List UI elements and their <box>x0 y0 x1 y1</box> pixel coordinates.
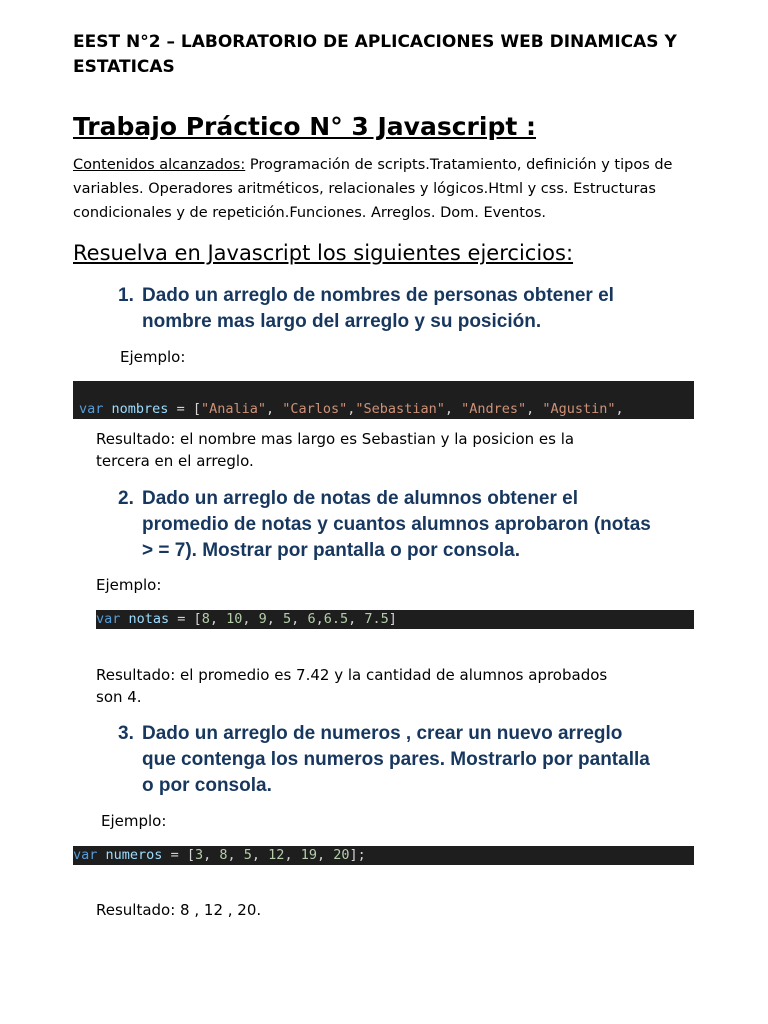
exercise-2-result-line-2: son 4. <box>96 688 142 706</box>
exercise-3-number: 3. <box>118 723 134 744</box>
header-line-1: EEST N°2 – LABORATORIO DE APLICACIONES WEB DINAMICAS Y <box>73 32 677 52</box>
header-line-2: ESTATICAS <box>73 57 175 77</box>
code-string: "Agustin" <box>542 401 616 417</box>
code-number: 9 <box>258 611 267 627</box>
code-keyword: var <box>96 611 121 627</box>
code-identifier: nombres <box>111 401 169 417</box>
code-number: 5 <box>243 847 252 863</box>
code-number: 5 <box>283 611 292 627</box>
exercise-2-example-label: Ejemplo: <box>96 576 162 594</box>
exercise-3-code-block: var numeros = [3, 8, 5, 12, 19, 20]; <box>73 846 694 865</box>
code-string: "Andres" <box>461 401 527 417</box>
exercise-2-code-block: var notas = [8, 10, 9, 5, 6,6.5, 7.5] <box>96 610 694 629</box>
exercise-2-number: 2. <box>118 488 134 509</box>
exercise-3-title-line-2: que contenga los numeros pares. Mostrarlo por pantalla <box>142 749 650 770</box>
exercise-2-result <box>96 664 706 708</box>
exercise-2-title-line-3: > = 7). Mostrar por pantalla o por consola. <box>142 540 520 561</box>
page-title: Trabajo Práctico N° 3 Javascript : <box>73 112 536 141</box>
code-number: 8 <box>201 611 210 627</box>
code-number: 3 <box>194 847 204 863</box>
code-end: ]; <box>349 847 366 863</box>
code-number: 6 <box>307 611 316 627</box>
code-string: "Carlos" <box>282 401 348 417</box>
exercise-1-title-line-2: nombre mas largo del arreglo y su posición. <box>142 311 542 332</box>
document-header <box>73 30 713 80</box>
code-keyword: var <box>79 401 104 417</box>
exercise-2-title <box>118 486 702 564</box>
exercise-2-result-line-1: Resultado: el promedio es 7.42 y la cantidad de alumnos aprobados <box>96 666 608 684</box>
exercise-3-title-line-3: o por consola. <box>142 775 272 796</box>
contents-line-3: condicionales y de repetición.Funciones. Arreglos. Dom. Eventos. <box>73 205 547 221</box>
code-identifier: numeros <box>105 847 163 863</box>
code-end: ] <box>388 611 397 627</box>
contents-label: Contenidos alcanzados: <box>73 157 246 173</box>
code-number: 8 <box>219 847 228 863</box>
exercise-1-result <box>96 428 706 472</box>
exercise-3-example-label: Ejemplo: <box>101 812 167 830</box>
exercise-1-example-label: Ejemplo: <box>120 348 186 366</box>
code-identifier: notas <box>128 611 170 627</box>
exercise-1-title-line-1: Dado un arreglo de nombres de personas obtener el <box>142 285 614 306</box>
exercise-3-result-line-1: Resultado: 8 , 12 , 20. <box>96 901 262 919</box>
exercise-3-title-line-1: Dado un arreglo de numeros , crear un nuevo arreglo <box>142 723 623 744</box>
exercise-2-title-line-1: Dado un arreglo de notas de alumnos obtener el <box>142 488 579 509</box>
code-string: "Analia" <box>200 401 266 417</box>
code-operator: = [ <box>168 401 201 417</box>
code-number: 12 <box>268 847 285 863</box>
contents-line-2: variables. Operadores aritméticos, relacionales y lógicos.Html y css. Estructuras <box>73 181 656 197</box>
code-keyword: var <box>73 847 98 863</box>
exercise-1-result-line-2: tercera en el arreglo. <box>96 452 254 470</box>
instruction-heading: Resuelva en Javascript los siguientes ejercicios: <box>73 241 574 265</box>
exercise-1-title <box>118 283 702 335</box>
code-number: 20 <box>333 847 350 863</box>
code-string: "Sebastian" <box>355 401 445 417</box>
exercise-1-number: 1. <box>118 285 134 306</box>
contents-line-1: Programación de scripts.Tratamiento, definición y tipos de <box>245 157 673 173</box>
code-operator: = [ <box>169 611 202 627</box>
code-number: 6.5 <box>323 611 349 627</box>
exercise-3-title <box>118 721 702 799</box>
contents-paragraph <box>73 153 693 225</box>
code-operator: = [ <box>162 847 195 863</box>
code-number: 7.5 <box>364 611 389 627</box>
code-number: 19 <box>300 847 317 863</box>
code-number: 10 <box>226 611 243 627</box>
exercise-3-result <box>96 899 706 921</box>
exercise-1-code-block: var nombres = ["Analia", "Carlos","Sebastian", "Andres", "Agustin", <box>73 381 694 419</box>
exercise-1-result-line-1: Resultado: el nombre mas largo es Sebastian y la posicion es la <box>96 430 575 448</box>
exercise-2-title-line-2: promedio de notas y cuantos alumnos aprobaron (notas <box>142 514 651 535</box>
